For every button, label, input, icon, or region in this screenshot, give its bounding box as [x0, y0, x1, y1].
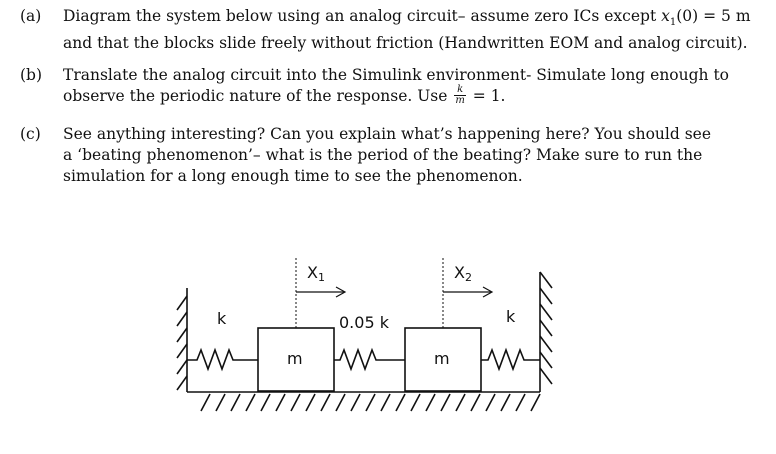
problem-a-label: (a)	[20, 7, 42, 25]
problem-a-line-1-text: Diagram the system below using an analog circuit– assume zero ICs except	[63, 7, 662, 25]
problem-c-line-1: See anything interesting? Can you explain what’s happening here? You should see	[63, 125, 711, 143]
floor-hatching	[201, 394, 540, 411]
right-wall-hatching	[540, 272, 552, 384]
problem-c-line-2: a ‘beating phenomenon’– what is the period of the beating? Make sure to run the	[63, 146, 703, 164]
mass-2-label: m	[434, 349, 450, 368]
x1-label	[307, 263, 325, 284]
problem-b-label: (b)	[20, 66, 43, 84]
middle-spring	[334, 350, 405, 369]
fraction-numerator: k	[454, 85, 465, 96]
right-spring	[481, 350, 540, 369]
problem-b-line-2-end: = 1.	[467, 87, 506, 105]
mass-spring-diagram	[0, 250, 776, 450]
problem-b-line-1: Translate the analog circuit into the Simulink environment- Simulate long enough to	[63, 66, 730, 84]
problem-b-line-2-text: observe the periodic nature of the response. Use	[63, 87, 453, 105]
mass-1-label: m	[287, 349, 303, 368]
middle-spring-label: 0.05 k	[339, 313, 389, 332]
x1-variable: x	[661, 7, 670, 25]
problem-b-line-2	[63, 83, 723, 108]
x1-label-letter: X	[307, 263, 318, 282]
k-over-m-fraction	[454, 85, 465, 106]
right-spring-label: k	[506, 307, 516, 326]
x2-label-letter: X	[454, 263, 465, 282]
problem-c-text	[63, 124, 723, 187]
problem-a-line-2: and that the blocks slide freely without friction (Handwritten EOM and analog circuit).	[63, 34, 748, 53]
x2-label-subscript: 2	[464, 271, 472, 284]
problem-a-line-1	[63, 6, 751, 33]
left-spring-label: k	[217, 309, 227, 328]
x2-label	[454, 263, 472, 284]
x1-label-subscript: 1	[317, 271, 325, 284]
problem-b-text	[63, 65, 730, 108]
fraction-denominator: m	[455, 94, 465, 106]
problem-a-text	[63, 6, 751, 54]
left-wall-hatching	[177, 296, 187, 390]
problem-c-label: (c)	[20, 125, 41, 143]
left-spring	[187, 350, 258, 369]
initial-condition-value: (0) = 5 m	[676, 7, 751, 25]
problem-c-line-3: simulation for a long enough time to see the phenomenon.	[63, 167, 523, 185]
x1-subscript: 1	[669, 17, 677, 29]
